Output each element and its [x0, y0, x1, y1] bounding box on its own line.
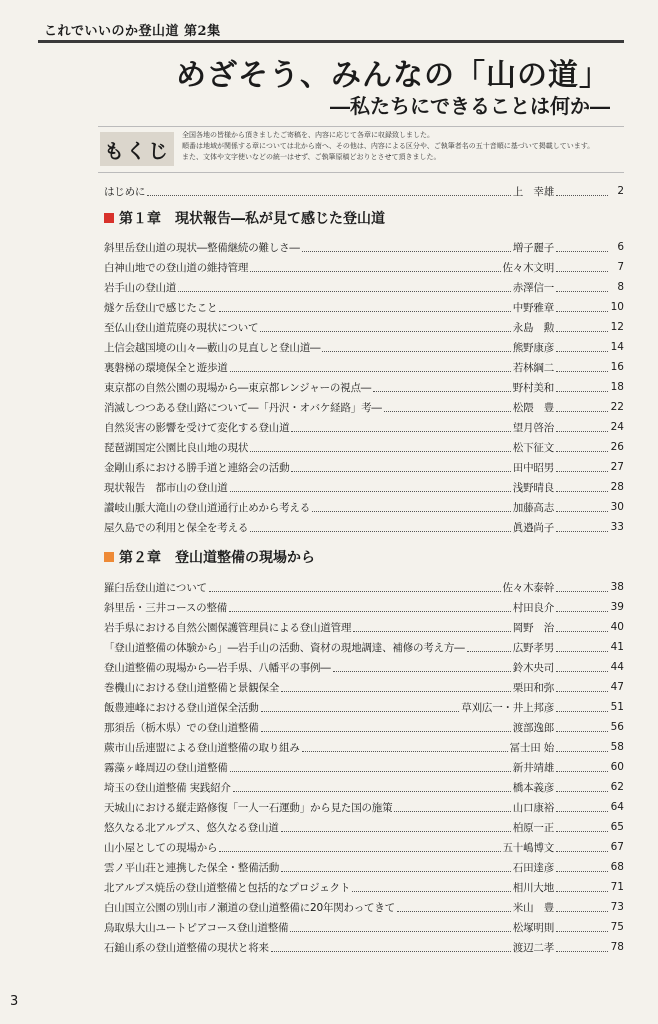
- entry-page: 2: [617, 185, 624, 197]
- leader-dots: [556, 271, 608, 272]
- entry-author: 赤澤信一: [512, 281, 554, 294]
- toc-entry[interactable]: [104, 417, 624, 437]
- entry-page: 16: [610, 361, 624, 373]
- toc-entry[interactable]: [104, 917, 624, 937]
- entry-page: 40: [610, 621, 624, 633]
- leader-dots: [233, 791, 511, 792]
- chapter-2-heading: [104, 547, 315, 567]
- toc-entry[interactable]: [104, 397, 624, 417]
- entry-author: 村田良介: [512, 601, 554, 614]
- entry-title: 燧ケ岳登山で感じたこと: [104, 301, 218, 314]
- toc-entry[interactable]: [104, 857, 624, 877]
- entry-title: 至仏山登山道荒廃の現状について: [104, 321, 259, 334]
- toc-entry[interactable]: [104, 897, 624, 917]
- leader-dots: [556, 831, 608, 832]
- leader-dots: [556, 491, 608, 492]
- entry-page: 39: [610, 601, 624, 613]
- entry-title: 山小屋としての現場から: [104, 841, 218, 854]
- entry-page: 18: [610, 381, 624, 393]
- entry-title: 蕨市山岳連盟による登山道整備の取り組み: [104, 741, 300, 754]
- entry-author: 松塚明則: [512, 921, 554, 934]
- toc-entry[interactable]: [104, 577, 624, 597]
- entry-page: 64: [610, 801, 624, 813]
- entry-author: 新井靖雄: [512, 761, 554, 774]
- entry-page: 22: [610, 401, 624, 413]
- entry-author: 鈴木央司: [512, 661, 554, 674]
- entry-title: 斜里岳・三井コースの整備: [104, 601, 228, 614]
- leader-dots: [250, 271, 500, 272]
- leader-dots: [556, 331, 608, 332]
- entry-page: 47: [610, 681, 624, 693]
- leader-dots: [556, 891, 608, 892]
- entry-title: 裏磐梯の環境保全と遊歩道: [104, 361, 228, 374]
- leader-dots: [556, 511, 608, 512]
- entry-author: 渡辺二孝: [512, 941, 554, 954]
- entry-author: 増子麗子: [512, 241, 554, 254]
- entry-title: 悠久なる北アルプス、悠久なる登山道: [104, 821, 279, 834]
- entry-author: 米山 豊: [512, 901, 554, 914]
- entry-author: 冨士田 始: [509, 741, 554, 754]
- main-title: めざそう、みんなの「山の道」: [176, 58, 610, 93]
- entry-page: 78: [610, 941, 624, 953]
- entry-author: 橋本義彦: [512, 781, 554, 794]
- toc-entry[interactable]: [104, 377, 624, 397]
- entry-author: 眞邉尚子: [512, 521, 554, 534]
- leader-dots: [178, 291, 511, 292]
- toc-entry[interactable]: [104, 277, 624, 297]
- leader-dots: [353, 631, 511, 632]
- toc-divider-bottom: [98, 172, 624, 173]
- leader-dots: [556, 351, 608, 352]
- leader-dots: [556, 251, 608, 252]
- leader-dots: [281, 871, 511, 872]
- entry-title: 岩手県における自然公園保護管理員による登山道管理: [104, 621, 352, 634]
- toc-entry[interactable]: [104, 437, 624, 457]
- toc-entry[interactable]: [104, 497, 624, 517]
- entry-title: 那須岳（栃木県）での登山道整備: [104, 721, 259, 734]
- leader-dots: [209, 591, 501, 592]
- entry-title: 自然災害の影響を受けて変化する登山道: [104, 421, 290, 434]
- entry-title: 琵琶湖国定公園比良山地の現状: [104, 441, 249, 454]
- leader-dots: [230, 371, 511, 372]
- toc-entry[interactable]: [104, 297, 624, 317]
- leader-dots: [291, 431, 510, 432]
- entry-author: 岡野 治: [512, 621, 554, 634]
- entry-title: 上信会越国境の山々―藪山の見直しと登山道―: [104, 341, 321, 354]
- toc-entry[interactable]: [104, 877, 624, 897]
- entry-title: 登山道整備の現場から―岩手県、八幡平の事例―: [104, 661, 331, 674]
- leader-dots: [312, 511, 511, 512]
- toc-entry[interactable]: [104, 637, 624, 657]
- chapter-2-number: 第２章: [119, 550, 161, 566]
- leader-dots: [261, 711, 460, 712]
- leader-dots: [556, 751, 608, 752]
- entry-title: 讃岐山脈大滝山の登山道通行止めから考える: [104, 501, 310, 514]
- leader-dots: [281, 831, 511, 832]
- leader-dots: [302, 251, 511, 252]
- entry-page: 12: [610, 321, 624, 333]
- leader-dots: [556, 811, 608, 812]
- leader-dots: [556, 391, 608, 392]
- leader-dots: [230, 771, 511, 772]
- entry-author: 栗田和弥: [512, 681, 554, 694]
- toc-notes: [182, 130, 624, 163]
- entry-author: 加藤高志: [512, 501, 554, 514]
- leader-dots: [271, 951, 511, 952]
- entry-page: 10: [610, 301, 624, 313]
- entry-page: 41: [610, 641, 624, 653]
- leader-dots: [556, 631, 608, 632]
- leader-dots: [352, 891, 511, 892]
- leader-dots: [556, 411, 608, 412]
- entry-page: 58: [610, 741, 624, 753]
- entry-page: 27: [610, 461, 624, 473]
- entry-title: 天城山における縦走路修復「一人一石運動」から見た国の施策: [104, 801, 393, 814]
- chapter-1-title: 現状報告―私が見て感じた登山道: [175, 211, 385, 227]
- entry-author: 石田達彦: [512, 861, 554, 874]
- leader-dots: [556, 911, 608, 912]
- chapter-1-entries: [104, 237, 624, 537]
- entry-title: 白神山地での登山道の維持管理: [104, 261, 249, 274]
- toc-entry[interactable]: [104, 597, 624, 617]
- toc-entry-intro[interactable]: [104, 181, 624, 201]
- chapter-marker-icon: [104, 213, 114, 223]
- toc-note: 順番は地域が関係する章については北から南へ、その他は、内容による区分や、ご執筆者名の五十音順に基づいて掲載しています。: [182, 142, 595, 150]
- leader-dots: [556, 371, 608, 372]
- entry-page: 33: [610, 521, 624, 533]
- toc-entry[interactable]: [104, 617, 624, 637]
- entry-author: 永島 勲: [512, 321, 554, 334]
- toc-entry[interactable]: [104, 317, 624, 337]
- leader-dots: [250, 451, 511, 452]
- entry-author: 相川大地: [512, 881, 554, 894]
- leader-dots: [556, 771, 608, 772]
- toc-entry[interactable]: [104, 837, 624, 857]
- entry-author: 柏原一正: [512, 821, 554, 834]
- leader-dots: [290, 931, 510, 932]
- leader-dots: [230, 491, 511, 492]
- leader-dots: [291, 471, 510, 472]
- toc-label: もくじ: [100, 132, 174, 166]
- entry-title: 羅臼岳登山道について: [104, 581, 207, 594]
- leader-dots: [250, 531, 511, 532]
- leader-dots: [397, 911, 511, 912]
- entry-title: 消滅しつつある登山路について―「丹沢・オバケ経路」考―: [104, 401, 382, 414]
- entry-page: 6: [617, 241, 624, 253]
- leader-dots: [556, 651, 608, 652]
- toc-entry[interactable]: [104, 797, 624, 817]
- entry-author: 佐々木泰幹: [502, 581, 554, 594]
- leader-dots: [556, 431, 608, 432]
- entry-page: 67: [610, 841, 624, 853]
- leader-dots: [556, 931, 608, 932]
- leader-dots: [394, 811, 510, 812]
- toc-note: また、文体や文字使いなどの統一はせず、ご執筆原稿どおりとさせて頂きました。: [182, 153, 441, 161]
- toc-entry[interactable]: [104, 257, 624, 277]
- entry-author: 田中昭男: [512, 461, 554, 474]
- page-number: 3: [10, 994, 19, 1009]
- entry-page: 62: [610, 781, 624, 793]
- entry-author: 望月啓治: [512, 421, 554, 434]
- entry-title: 霧藻ヶ峰周辺の登山道整備: [104, 761, 228, 774]
- entry-page: 26: [610, 441, 624, 453]
- leader-dots: [556, 871, 608, 872]
- leader-dots: [147, 195, 511, 196]
- leader-dots: [556, 691, 608, 692]
- leader-dots: [384, 411, 511, 412]
- toc-entry[interactable]: [104, 757, 624, 777]
- entry-title: 斜里岳登山道の現状―整備継続の難しさ―: [104, 241, 300, 254]
- entry-author: 佐々木文明: [502, 261, 554, 274]
- chapter-2-title: 登山道整備の現場から: [175, 550, 315, 566]
- entry-title: 「登山道整備の体験から」―岩手山の活動、資材の現地調達、補修の考え方―: [104, 641, 465, 654]
- entry-author: 中野雅章: [512, 301, 554, 314]
- entry-title: はじめに: [104, 185, 146, 198]
- entry-title: 岩手山の登山道: [104, 281, 177, 294]
- leader-dots: [556, 711, 608, 712]
- entry-author: 広野孝男: [512, 641, 554, 654]
- toc-entry[interactable]: [104, 937, 624, 957]
- leader-dots: [556, 791, 608, 792]
- entry-author: 浅野晴良: [512, 481, 554, 494]
- entry-author: 若林綱二: [512, 361, 554, 374]
- toc-entry[interactable]: [104, 817, 624, 837]
- toc-entry[interactable]: [104, 477, 624, 497]
- toc-entry[interactable]: [104, 357, 624, 377]
- entry-title: 白山国立公園の別山市ノ瀬道の登山道整備に20年関わってきて: [104, 901, 395, 914]
- entry-title: 東京都の自然公園の現場から―東京都レンジャーの視点―: [104, 381, 372, 394]
- toc-entry[interactable]: [104, 457, 624, 477]
- chapter-1-number: 第１章: [119, 211, 161, 227]
- leader-dots: [556, 671, 608, 672]
- entry-title: 飯豊連峰における登山道保全活動: [104, 701, 259, 714]
- chapter-1-heading: [104, 208, 385, 228]
- entry-author: 松下征文: [512, 441, 554, 454]
- chapter-marker-icon: [104, 552, 114, 562]
- entry-author: 渡部逸郎: [512, 721, 554, 734]
- entry-author: 上 幸雄: [512, 185, 554, 198]
- entry-title: 石鎚山系の登山道整備の現状と将来: [104, 941, 269, 954]
- entry-title: 埼玉の登山道整備 実践紹介: [104, 781, 231, 794]
- toc-note: 全国各地の皆様から頂きましたご寄稿を、内容に応じて各章に収録致しました。: [182, 131, 434, 139]
- leader-dots: [219, 311, 510, 312]
- toc-entry[interactable]: [104, 677, 624, 697]
- toc-entry[interactable]: [104, 697, 624, 717]
- entry-page: 7: [617, 261, 624, 273]
- toc-entry[interactable]: [104, 657, 624, 677]
- entry-page: 71: [610, 881, 624, 893]
- header-rule: [38, 40, 624, 43]
- leader-dots: [302, 751, 508, 752]
- entry-title: 鳥取県大山ユートピアコース登山道整備: [104, 921, 289, 934]
- entry-page: 24: [610, 421, 624, 433]
- intro-entry-list: [104, 181, 624, 201]
- toc-entry[interactable]: [104, 517, 624, 537]
- entry-author: 松隈 豊: [512, 401, 554, 414]
- entry-title: 雲ノ平山荘と連携した保全・整備活動: [104, 861, 280, 874]
- entry-page: 30: [610, 501, 624, 513]
- entry-page: 38: [610, 581, 624, 593]
- entry-author: 熊野康彦: [512, 341, 554, 354]
- subtitle: ―私たちにできることは何か―: [330, 94, 610, 118]
- leader-dots: [333, 671, 511, 672]
- entry-page: 56: [610, 721, 624, 733]
- entry-page: 75: [610, 921, 624, 933]
- leader-dots: [322, 351, 510, 352]
- leader-dots: [556, 311, 608, 312]
- leader-dots: [556, 291, 608, 292]
- entry-page: 14: [610, 341, 624, 353]
- chapter-2-entries: [104, 577, 624, 957]
- entry-title: 金剛山系における勝手道と連絡会の活動: [104, 461, 290, 474]
- leader-dots: [556, 851, 608, 852]
- entry-title: 巻機山における登山道整備と景観保全: [104, 681, 280, 694]
- leader-dots: [556, 591, 608, 592]
- entry-author: 草刈広一・井上邦彦: [461, 701, 554, 714]
- toc-entry[interactable]: [104, 337, 624, 357]
- entry-page: 8: [617, 281, 624, 293]
- toc-entry[interactable]: [104, 717, 624, 737]
- leader-dots: [556, 471, 608, 472]
- entry-author: 野村美和: [512, 381, 554, 394]
- leader-dots: [260, 331, 511, 332]
- leader-dots: [373, 391, 511, 392]
- entry-page: 68: [610, 861, 624, 873]
- entry-author: 五十嶋博文: [502, 841, 554, 854]
- leader-dots: [261, 731, 511, 732]
- entry-page: 28: [610, 481, 624, 493]
- leader-dots: [219, 851, 500, 852]
- entry-page: 73: [610, 901, 624, 913]
- leader-dots: [556, 951, 608, 952]
- leader-dots: [281, 691, 511, 692]
- leader-dots: [467, 651, 511, 652]
- leader-dots: [556, 195, 608, 196]
- entry-page: 51: [610, 701, 624, 713]
- entry-page: 44: [610, 661, 624, 673]
- leader-dots: [556, 731, 608, 732]
- toc-entry[interactable]: [104, 737, 624, 757]
- leader-dots: [556, 611, 608, 612]
- toc-entry[interactable]: [104, 777, 624, 797]
- entry-title: 現状報告 都市山の登山道: [104, 481, 228, 494]
- entry-page: 65: [610, 821, 624, 833]
- toc-entry[interactable]: [104, 237, 624, 257]
- entry-author: 山口康裕: [512, 801, 554, 814]
- entry-title: 屋久島での利用と保全を考える: [104, 521, 249, 534]
- leader-dots: [556, 451, 608, 452]
- series-title: これでいいのか登山道 第2集: [44, 24, 221, 39]
- toc-divider-top: [98, 126, 624, 127]
- entry-title: 北アルプス焼岳の登山道整備と包括的なプロジェクト: [104, 881, 351, 894]
- entry-page: 60: [610, 761, 624, 773]
- leader-dots: [556, 531, 608, 532]
- leader-dots: [229, 611, 511, 612]
